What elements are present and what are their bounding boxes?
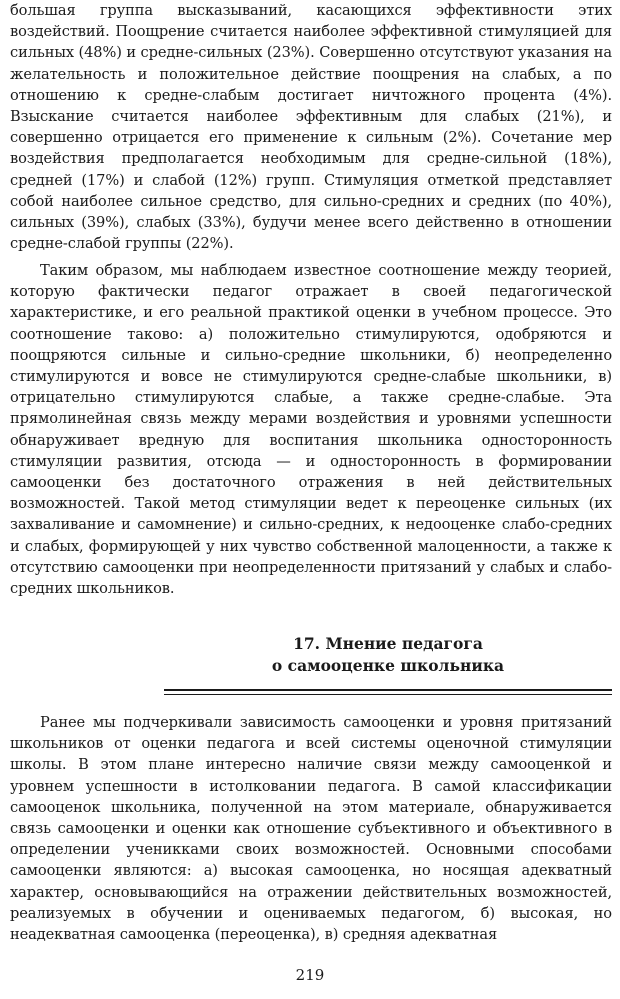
page-number: 219 [295,966,325,984]
paragraph-continuation: большая группа высказываний, касающихся эффективности этих воздействий. Поощрение считается наиболее эффективной стимуляцией для сильных (48%) и средне-сильных (23%). Совершенно отсутствуют указания на желательность и положительное действие поощрения на слабых, а по отношению к средне-слабым достигает ничтожного процента (4%). Взыскание считается наиболее эффективным для слабых (21%), и совершенно отрицается его применение к сильным (2%). Сочетание мер воздействия предполагается необходимым для средне-сильной (18%), средней (17%) и слабой (12%) групп. Стимуляция отметкой представляет собой наиболее сильное средство, для сильно-средних и средних (по 40%), сильных (39%), слабых (33%), будучи менее всего действенно в отношении средне-слабой группы (22%). [10,2,613,253]
heading-rule-thick [164,689,612,691]
heading-rule-thin [164,694,612,695]
section-heading-title: 17. Мнение педагога [293,634,483,653]
section-heading-subtitle: о самооценке школьника [271,656,505,675]
paragraph-conclusion: Таким образом, мы наблюдаем известное соотношение между теорией, которую фактически педагог отражает в своей педагогической характеристике, и его реальной практикой оценки в учебном процессе. Это соотношение таково: а) положительно стимулируются, одобряются и поощряются сильные и сильно-средние школьники, б) неопределенно стимулируются и вовсе не стимулируются средне-слабые школьники, в) отрицательно стимулируются слабые, а также средне-слабые. Эта прямолинейная связь между мерами воздействия и уровнями успешности обнаруживает вредную для воспитания школьника односторонность стимуляции развития, отсюда — и односторонность в формировании самооценки без достаточного отражения в ней действительных возможностей. Такой метод стимуляции ведет к переоценке сильных (их захваливание и самомнение) и сильно-средних, к недооценке слабо-средних и слабых, формирующей у них чувство собственной малоценности, а также к отсутствию самооценки при неопределенности притязаний у слабых и слабо-средних школьников. [10,262,612,598]
section-heading [164,633,612,677]
paragraph-section-start: Ранее мы подчеркивали зависимость самооценки и уровня притязаний школьников от оценки педагога и всей системы оценочной стимуляции школы. В этом плане интересно наличие связи между самооценкой и уровнем успешности в истолковании педагога. В самой классификации самооценок школьника, полученной на этом материале, обнаруживается связь самооценки и оценки как отношение субъективного и объективного в определении ученикками своих возможностей. Основными способами самооценки являются: а) высокая самооценка, но носящая адекватный характер, основывающийся на отражении действительных возможностей, реализуемых в обучении и оцениваемых педагогом, б) высокая, но неадекватная самооценка (переоценка), в) средняя адекватная [10,714,612,944]
